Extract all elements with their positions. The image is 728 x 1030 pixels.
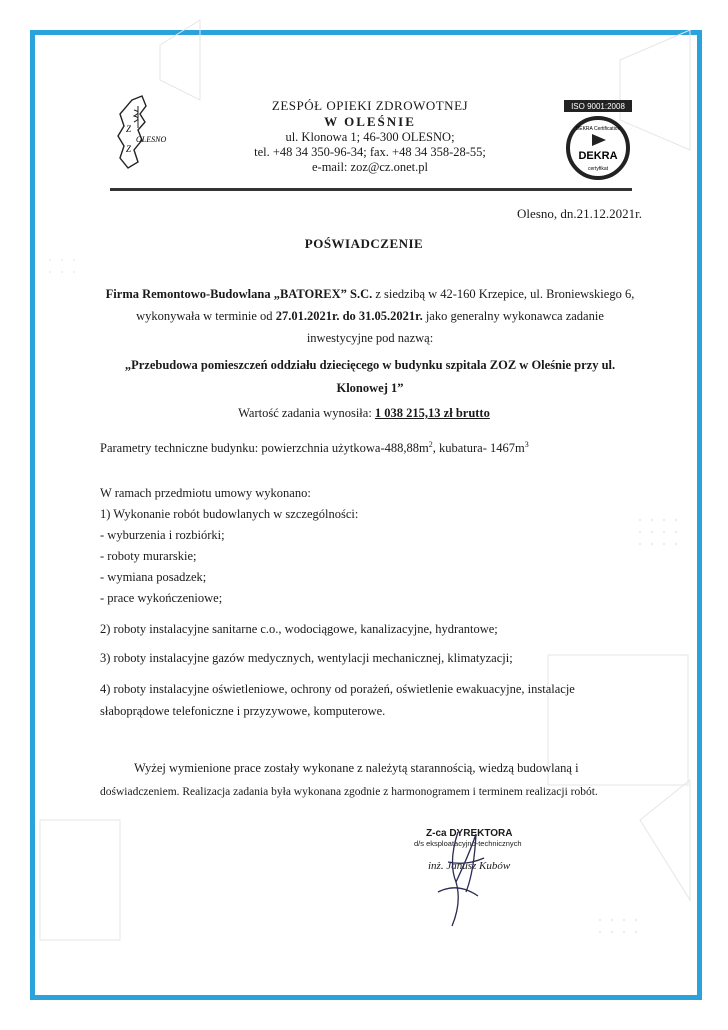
- header-divider: [110, 188, 632, 191]
- task-name-line1: „Przebudowa pomieszczeń oddziału dziecięcego w budynku szpitala ZOZ w Oleśnie przy ul.: [124, 358, 616, 372]
- intro-paragraph: [100, 283, 640, 349]
- org-city: W OLEŚNIE: [324, 114, 416, 129]
- zoz-logo: [112, 92, 174, 174]
- task-intro: inwestycyjne pod nazwą:: [306, 331, 434, 345]
- scope-subitem: - prace wykończeniowe;: [100, 591, 223, 605]
- scope-item-4: [100, 678, 660, 722]
- scope-intro: W ramach przedmiotu umowy wykonano:: [100, 486, 311, 500]
- signature-name: inż. Janusz Kubów: [428, 860, 511, 872]
- scope-subitem: - wymiana posadzek;: [100, 570, 207, 584]
- value-amount: 1 038 215,13 zł brutto: [374, 406, 490, 420]
- dekra-name: DEKRA: [578, 150, 618, 162]
- svg-text:Z: Z: [126, 144, 132, 154]
- dekra-sub: certyfikat: [587, 166, 609, 172]
- params-area-unit: 2: [428, 440, 433, 449]
- dekra-certificate-badge: [562, 98, 634, 182]
- closing-statement: [100, 756, 660, 804]
- org-phone: tel. +48 34 350-96-34; fax. +48 34 358-28-55;: [254, 145, 486, 159]
- org-name: ZESPÓŁ OPIEKI ZDROWOTNEJ: [271, 98, 469, 113]
- org-address: ul. Klonowa 1; 46-300 OLESNO;: [285, 130, 455, 144]
- letterhead: [210, 98, 530, 175]
- scope-item-4-line1: 4) roboty instalacyjne oświetleniowe, ochrony od porażeń, oświetlenie ewakuacyjne, instalacje: [100, 682, 575, 696]
- iso-badge-text: ISO 9001:2008: [571, 102, 625, 111]
- params-area: Parametry techniczne budynku: powierzchnia użytkowa-488,88m: [100, 441, 429, 456]
- org-email: e-mail: zoz@cz.onet.pl: [312, 160, 428, 174]
- building-params: [100, 440, 529, 456]
- signature-title: Z-ca DYREKTORA: [426, 828, 513, 839]
- task-name: [90, 354, 650, 400]
- scope-list: [100, 484, 660, 607]
- params-volume: , kubatura- 1467m: [432, 441, 525, 456]
- term-label: wykonywała w terminie od: [136, 309, 276, 323]
- contractor-address: z siedzibą w 42-160 Krzepice, ul. Broniewskiego 6,: [372, 287, 635, 301]
- scope-subitem: - roboty murarskie;: [100, 549, 197, 563]
- value-label: Wartość zadania wynosiła:: [238, 406, 375, 420]
- signature-subtitle: d/s eksploatacyjno-technicznych: [414, 839, 522, 848]
- closing-line2: doświadczeniem. Realizacja zadania była wykonana zgodnie z harmonogramem i terminem realizacji robót.: [100, 786, 598, 798]
- zoz-logo-icon: [112, 92, 174, 174]
- scope-item-4-line2: słaboprądowe telefoniczne i przyzywowe, komputerowe.: [100, 704, 386, 718]
- svg-text:Z: Z: [126, 124, 132, 134]
- place-date: Olesno, dn.21.12.2021r.: [517, 206, 642, 221]
- term-role: jako generalny wykonawca zadanie: [422, 309, 604, 323]
- params-volume-unit: 3: [524, 440, 529, 449]
- scope-item-2: 2) roboty instalacyjne sanitarne c.o., wodociągowe, kanalizacyjne, hydrantowe;: [100, 622, 498, 636]
- term-dates: 27.01.2021r. do 31.05.2021r.: [275, 309, 423, 323]
- task-value: [0, 406, 728, 421]
- handwritten-signature: [418, 822, 508, 932]
- closing-line1: Wyżej wymienione prace zostały wykonane z należytą starannością, wiedzą budowlaną i: [134, 761, 579, 775]
- scope-subitem: - wyburzenia i rozbiórki;: [100, 528, 225, 542]
- logo-text: OLESNO: [136, 135, 167, 144]
- dekra-arc-text: DEKRA Certification: [575, 126, 621, 132]
- document-title: POŚWIADCZENIE: [304, 236, 424, 251]
- scope-item-3: 3) roboty instalacyjne gazów medycznych, wentylacji mechanicznej, klimatyzacji;: [100, 651, 513, 665]
- scope-item-1: 1) Wykonanie robót budowlanych w szczególności:: [100, 507, 359, 521]
- contractor-name: Firma Remontowo-Budowlana „BATOREX” S.C.: [105, 287, 373, 301]
- task-name-line2: Klonowej 1”: [336, 381, 404, 395]
